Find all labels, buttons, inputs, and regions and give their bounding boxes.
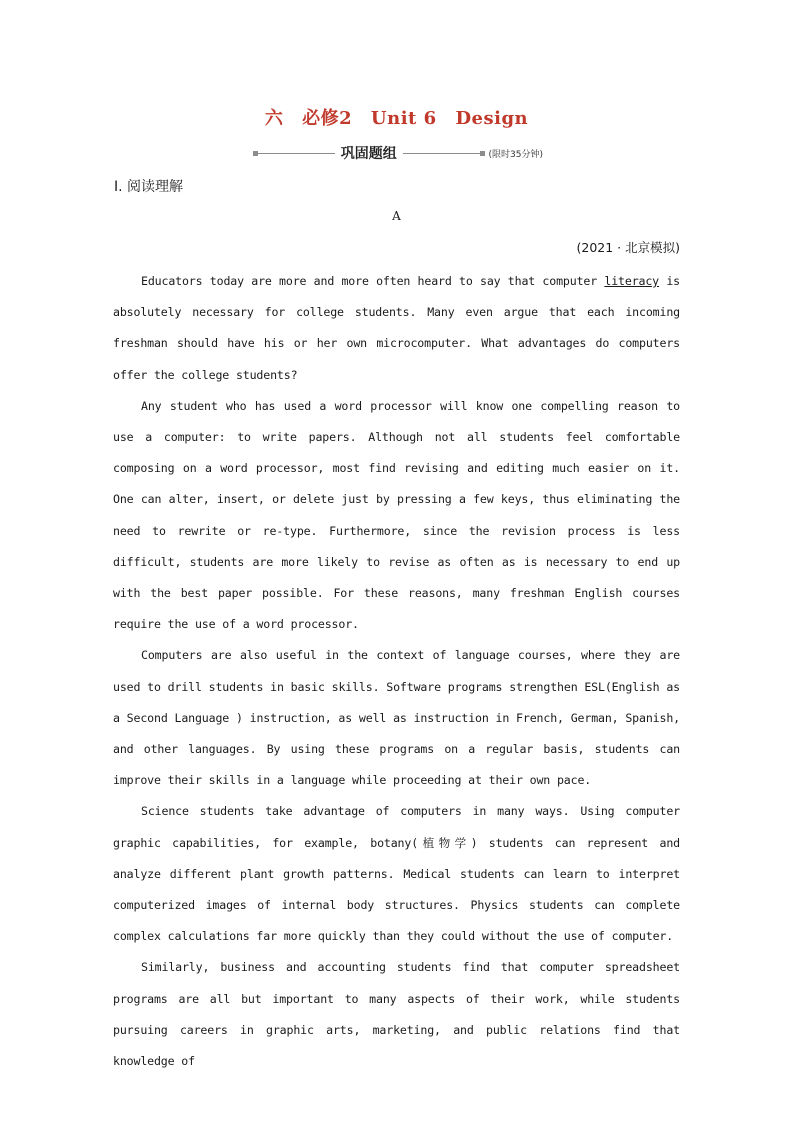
section-banner xyxy=(253,143,543,163)
passage-letter: A xyxy=(392,209,401,223)
passage-body xyxy=(113,266,680,1077)
banner-label: 巩固题组 xyxy=(340,146,397,162)
paragraph-4: Science students take advantage of computers in many ways. Using computer graphic capabilities, for example, botany(植物学) students can represent and analyze different plant growth patterns. Medical students can learn to interpret computerized images of internal body structures. Physics students can complete complex calculations far more quickly than they could without the use of computer. xyxy=(113,804,680,944)
paragraph-1 xyxy=(113,266,680,391)
banner-time-limit: (限时35分钟) xyxy=(488,149,544,160)
title-topic: Design xyxy=(455,108,529,129)
paragraph-3: Computers are also useful in the context of language courses, where they are used to drill students in basic skills. Software programs strengthen ESL(English as a Second Language ) instruction, as well as instruction in French, German, Spanish, and other languages. By using these programs on a regular basis, students can improve their skills in a language while proceeding at their own pace. xyxy=(113,648,680,788)
title-chapter-number: 六 xyxy=(264,108,284,129)
banner-right-rule xyxy=(403,153,480,154)
paragraph-1-text-start: Educators today are more and more often heard to say that computer xyxy=(141,274,605,288)
paragraph-1-text-end: is absolutely necessary for college students. Many even argue that each incoming freshman should have his or her own microcomputer. What advantages do computers offer the college students? xyxy=(113,274,680,382)
underlined-word: literacy xyxy=(604,274,660,288)
section-heading: Ⅰ. 阅读理解 xyxy=(114,179,184,195)
title-unit: Unit 6 xyxy=(370,108,437,129)
passage-source: (2021 · 北京模拟) xyxy=(576,240,680,255)
page-title xyxy=(0,104,793,130)
title-book: 必修2 xyxy=(302,108,353,129)
paragraph-5: Similarly, business and accounting students find that computer spreadsheet programs are all but important to many aspects of their work, while students pursuing careers in graphic arts, marketing, and public relations find that knowledge of xyxy=(113,960,680,1069)
banner-left-rule xyxy=(258,153,335,154)
paragraph-2: Any student who has used a word processor will know one compelling reason to use a computer: to write papers. Although not all students feel comfortable composing on a word processor, most find revising and editing much easier on it. One can alter, insert, or delete just by pressing a few keys, thus eliminating the need to rewrite or re-type. Furthermore, since the revision process is less difficult, students are more likely to revise as often as is necessary to end up with the best paper possible. For these reasons, many freshman English courses require the use of a word processor. xyxy=(113,398,680,632)
